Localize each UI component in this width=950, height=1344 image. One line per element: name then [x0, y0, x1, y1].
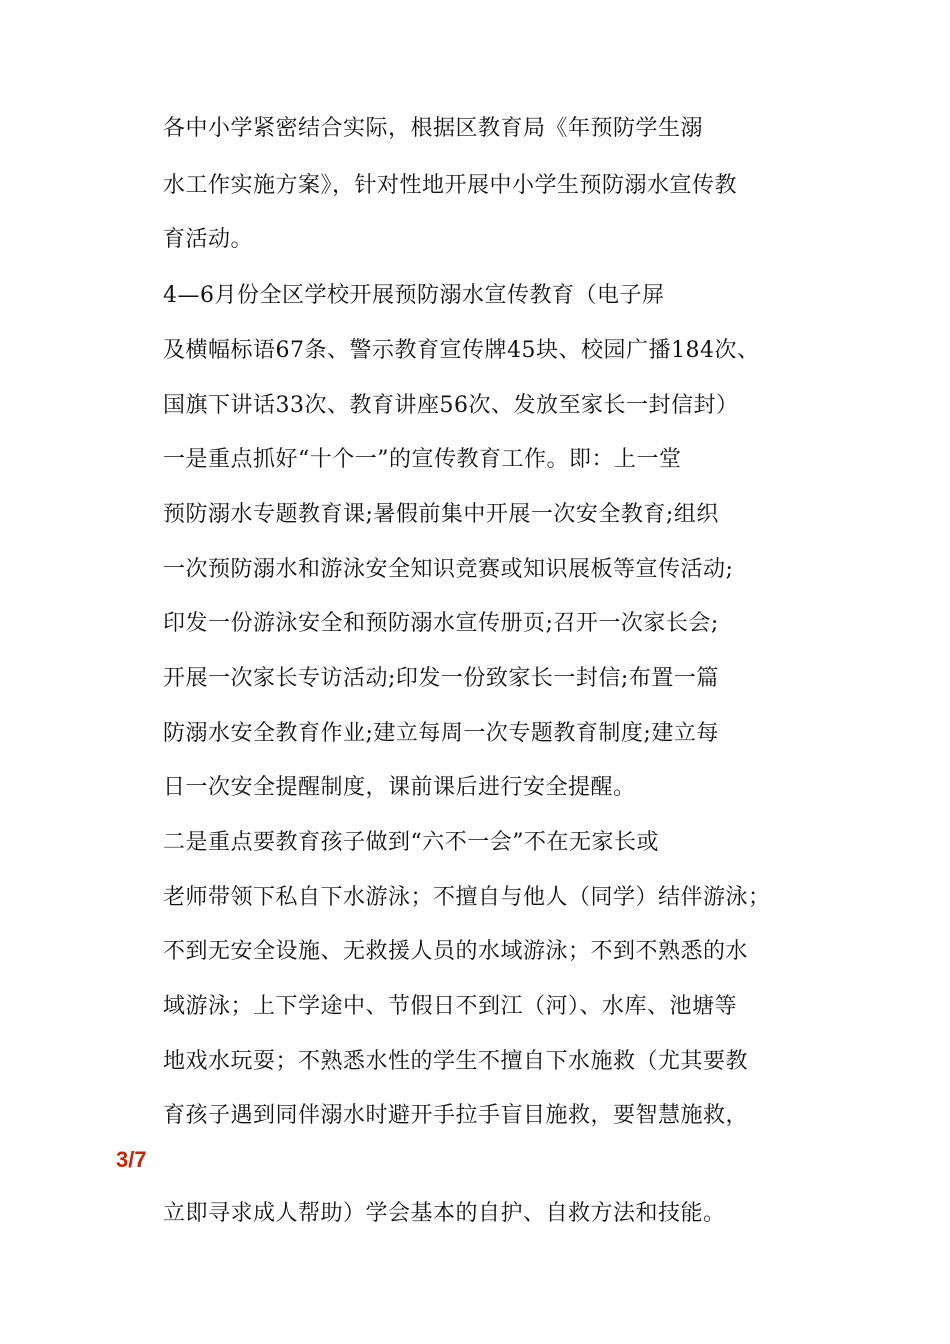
text-line: 各中小学紧密结合实际，根据区教育局《年预防学生溺: [163, 116, 704, 141]
text-line: 二是重点要教育孩子做到“六不一会”不在无家长或: [163, 830, 659, 855]
text-line: 开展一次家长专访活动;印发一份致家长一封信;布置一篇: [163, 666, 719, 691]
text-line: 育活动。: [163, 227, 254, 252]
text-line: 地戏水玩耍；不熟悉水性的学生不擅自下水施救（尤其要教: [163, 1049, 749, 1074]
page-number: 3/7: [116, 1147, 147, 1172]
text-line: 域游泳；上下学途中、节假日不到江（河）、水库、池塘等: [163, 994, 738, 1019]
text-line: 及横幅标语67条、警示教育宣传牌45块、校园广播184次、: [163, 338, 760, 363]
text-line: 日一次安全提醒制度，课前课后进行安全提醒。: [163, 775, 636, 800]
text-line: 不到无安全设施、无救援人员的水域游泳；不到不熟悉的水: [163, 939, 749, 964]
text-line: 国旗下讲话33次、教育讲座56次、发放至家长一封信封）: [163, 393, 739, 418]
text-line: 防溺水安全教育作业;建立每周一次专题教育制度;建立每: [163, 721, 719, 746]
text-line: 4—6月份全区学校开展预防溺水宣传教育（电子屏: [163, 283, 665, 308]
text-line: 印发一份游泳安全和预防溺水宣传册页;召开一次家长会;: [163, 611, 719, 636]
text-line: 老师带领下私自下水游泳；不擅自与他人（同学）结伴游泳；: [163, 885, 771, 910]
text-line: 育孩子遇到同伴溺水时避开手拉手盲目施救，要智慧施救，: [163, 1103, 749, 1128]
text-line: 水工作实施方案》，针对性地开展中小学生预防溺水宣传教: [163, 173, 738, 198]
text-line: 一次预防溺水和游泳安全知识竞赛或知识展板等宣传活动;: [163, 557, 734, 582]
text-line: 预防溺水专题教育课;暑假前集中开展一次安全教育;组织: [163, 502, 719, 527]
text-line: 一是重点抓好“十个一”的宣传教育工作。即：上一堂: [163, 447, 682, 472]
text-line: 立即寻求成人帮助）学会基本的自护、自救方法和技能。: [163, 1201, 726, 1226]
